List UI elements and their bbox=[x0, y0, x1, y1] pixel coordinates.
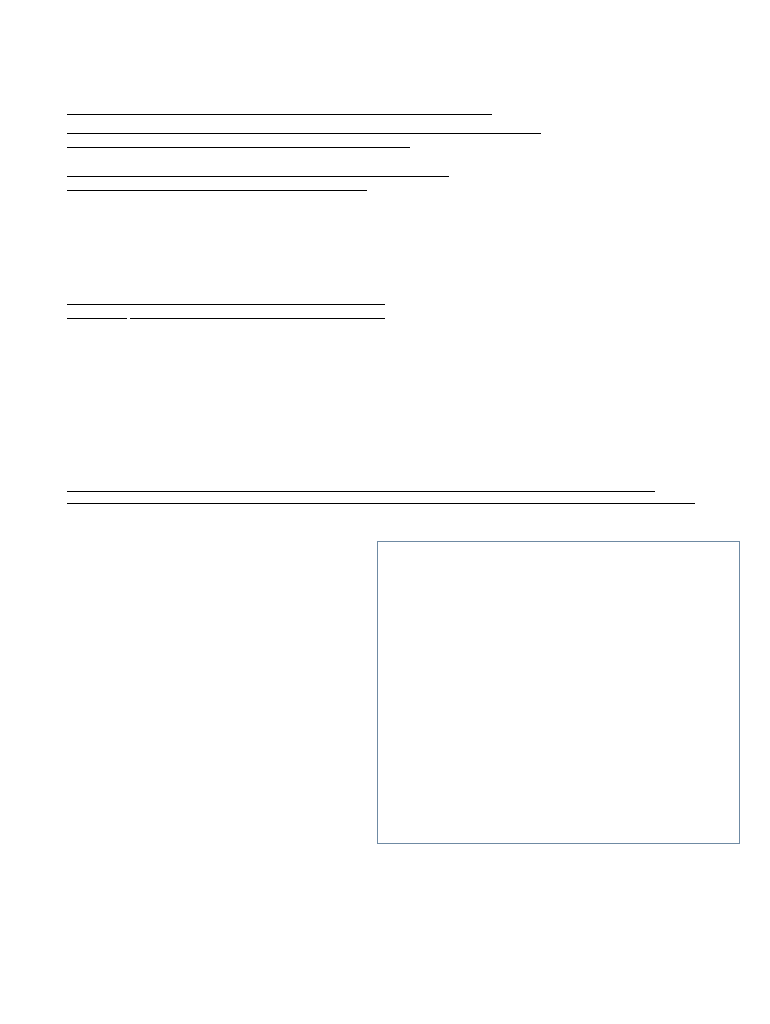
time-contained-field[interactable] bbox=[157, 138, 255, 148]
material-row-2 bbox=[67, 309, 385, 321]
offensive-field[interactable] bbox=[212, 105, 362, 115]
sketch-box[interactable] bbox=[377, 541, 740, 844]
contact-field[interactable] bbox=[67, 181, 367, 191]
material-name-field[interactable] bbox=[103, 295, 291, 305]
contact-row bbox=[67, 181, 367, 193]
flash-point-field[interactable] bbox=[291, 295, 333, 305]
time-of-alarm-field[interactable] bbox=[67, 138, 157, 148]
time-row bbox=[67, 138, 410, 150]
notes-row bbox=[67, 482, 655, 494]
alarm-number-field[interactable] bbox=[399, 124, 541, 134]
notes-field[interactable] bbox=[67, 482, 655, 492]
time-controled-field[interactable] bbox=[255, 138, 410, 148]
gravity-prefix-field[interactable] bbox=[67, 309, 127, 319]
uel-field[interactable] bbox=[359, 295, 385, 305]
material-row-1 bbox=[67, 295, 385, 307]
tactic-field[interactable] bbox=[67, 105, 212, 115]
vapor-density-field[interactable] bbox=[192, 309, 285, 319]
evac-field[interactable] bbox=[285, 309, 385, 319]
defensive-field[interactable] bbox=[362, 105, 492, 115]
tactic-row bbox=[67, 102, 492, 118]
location-row bbox=[67, 124, 541, 136]
company-row bbox=[67, 167, 449, 179]
notes-line-2[interactable] bbox=[67, 503, 695, 504]
id-field[interactable] bbox=[67, 295, 103, 305]
gravity-field[interactable] bbox=[130, 309, 192, 319]
lel-field[interactable] bbox=[333, 295, 359, 305]
company-field[interactable] bbox=[67, 167, 449, 177]
location-field[interactable] bbox=[67, 124, 262, 134]
date-field[interactable] bbox=[262, 124, 399, 134]
